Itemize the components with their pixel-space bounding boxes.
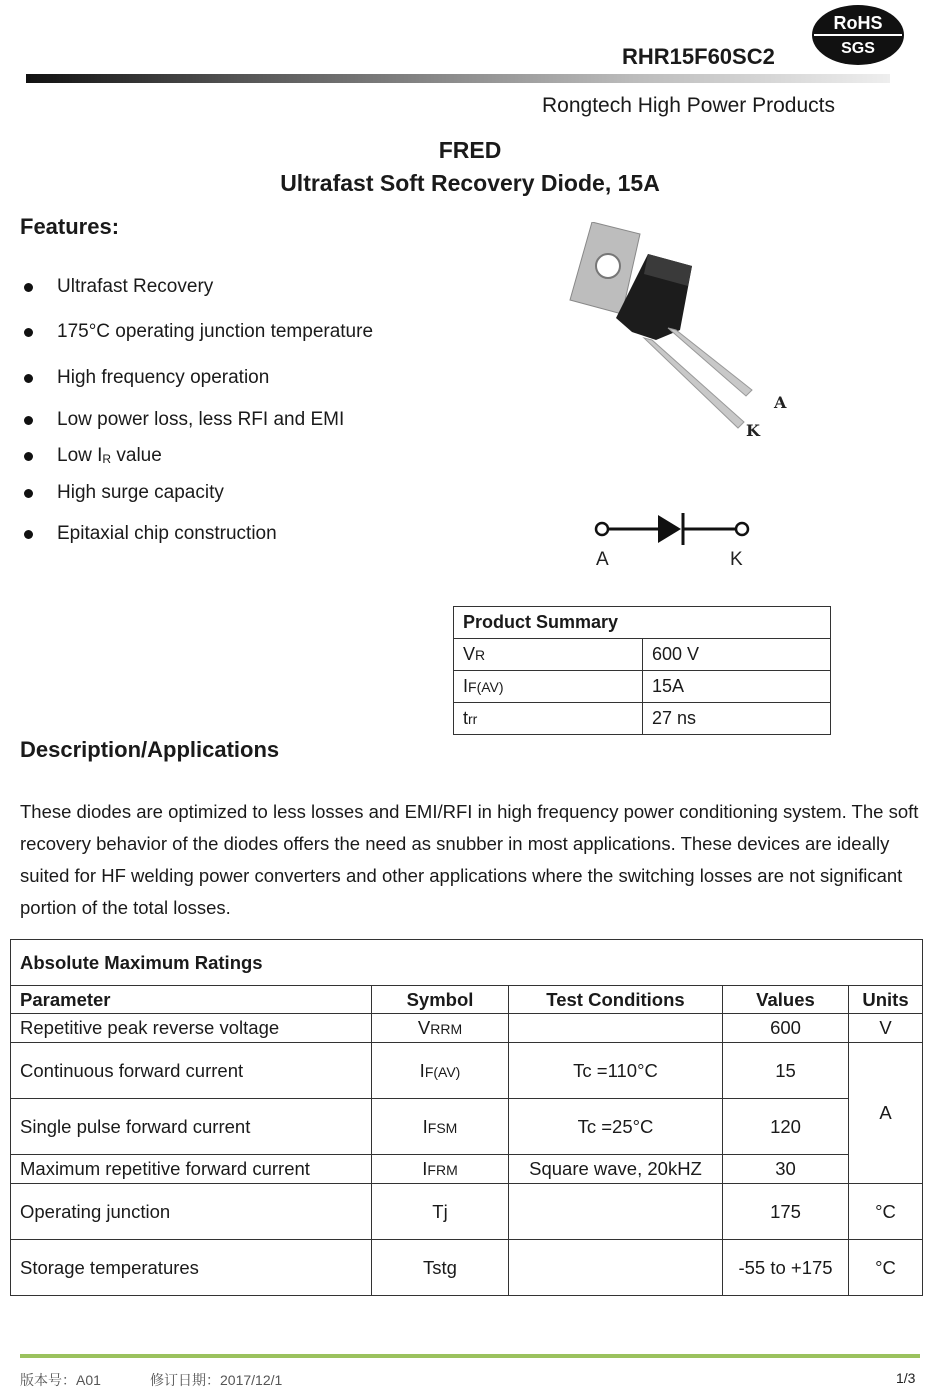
feature-item: High frequency operation: [24, 367, 269, 389]
pin-a-label: A: [774, 393, 787, 412]
company-name: Rongtech High Power Products: [542, 94, 835, 117]
ratings-title: Absolute Maximum Ratings: [11, 940, 923, 986]
bullet-icon: [24, 416, 33, 425]
bullet-icon: [24, 328, 33, 337]
absolute-max-ratings-table: [10, 939, 923, 1296]
rohs-sgs-badge: [808, 3, 908, 67]
product-summary-title: Product Summary: [454, 607, 831, 639]
bullet-icon: [24, 489, 33, 498]
bullet-icon: [24, 530, 33, 539]
product-summary-table: [453, 606, 831, 735]
header-rule: [26, 74, 890, 83]
doc-title-line1: FRED: [438, 137, 502, 163]
table-row: Storage temperatures Tstg -55 to +175 °C: [11, 1240, 923, 1296]
bullet-icon: [24, 374, 33, 383]
table-row: Repetitive peak reverse voltage VRRM 600 V: [11, 1014, 923, 1043]
anode-label: A: [596, 549, 609, 570]
feature-item: Low $I_R$ value: [24, 445, 162, 467]
description-text: These diodes are optimized to less losses and EMI/RFI in high frequency power conditioning system. The soft recovery behavior of the diodes offers the need as snubber in most applications. These devices are ideally suited for HF welding power converters and other applications where the switching losses are not significant portion of the total losses.: [20, 801, 919, 918]
feature-item: Ultrafast Recovery: [24, 276, 213, 298]
footer-rule: [20, 1354, 920, 1358]
footer-page-number: 1/3: [896, 1370, 916, 1386]
badge-rohs-text: RoHS: [833, 13, 883, 33]
diode-symbol: [580, 505, 760, 575]
table-row: Continuous forward current IF(AV) Tc =110°C 15 A: [11, 1043, 923, 1099]
feature-item: 175°C operating junction temperature: [24, 321, 373, 343]
feature-item: Epitaxial chip construction: [24, 523, 277, 545]
bullet-icon: [24, 452, 33, 461]
description-heading: Description/Applications: [20, 737, 280, 762]
package-image: [552, 222, 792, 452]
table-row: IF(AV) 15A: [454, 671, 831, 703]
features-heading: Features:: [20, 214, 120, 239]
table-row: Maximum repetitive forward current IFRM Square wave, 20kHZ 30: [11, 1155, 923, 1184]
part-number: RHR15F60SC2: [622, 44, 775, 69]
cathode-label: K: [730, 549, 743, 570]
feature-item: Low power loss, less RFI and EMI: [24, 409, 344, 431]
table-row: VR 600 V: [454, 639, 831, 671]
table-row: Operating junction Tj 175 °C: [11, 1184, 923, 1240]
bullet-icon: [24, 283, 33, 292]
doc-title-line2: Ultrafast Soft Recovery Diode, 15A: [280, 170, 660, 196]
pin-k-label: K: [746, 421, 760, 440]
feature-item: High surge capacity: [24, 482, 224, 504]
table-row: Single pulse forward current IFSM Tc =25°C 120: [11, 1099, 923, 1155]
footer-version: 版本号：A01: [20, 1372, 101, 1388]
table-row: trr 27 ns: [454, 703, 831, 735]
table-header-row: Parameter Symbol Test Conditions Values Units: [11, 986, 923, 1014]
footer-revision-date: 修订日期：2017/12/1: [150, 1372, 283, 1388]
badge-sgs-text: SGS: [841, 40, 875, 57]
